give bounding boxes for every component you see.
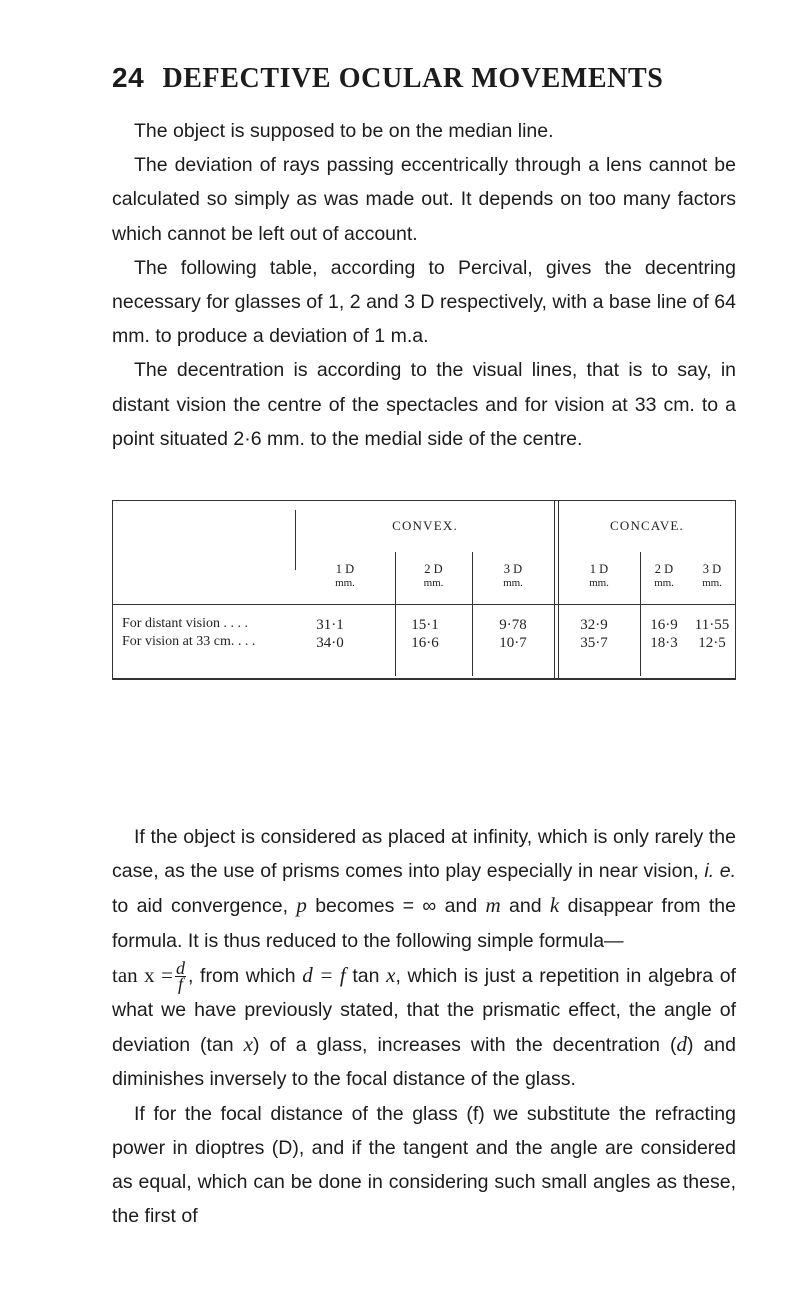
text-run: , which is just a repetition in algebra of what we have previously stated, that the prismatic effect, the angle of deviation (tan	[112, 964, 736, 1057]
table-cell: 16·9	[650, 617, 678, 633]
group-header-concave: CONCAVE.	[609, 518, 684, 533]
table-bottom-rule	[112, 678, 736, 680]
formula-lhs: tan x =	[112, 962, 173, 987]
text-block-bottom	[112, 820, 736, 1233]
text-run: and	[500, 895, 550, 918]
text-run: disappear from the formula. It is thus reduced to the following simple formula—	[112, 895, 736, 952]
decentration-table	[112, 500, 736, 680]
column-power: 1 D	[335, 562, 355, 576]
column-header	[295, 562, 395, 590]
paragraph: The object is supposed to be on the median line.	[134, 120, 554, 142]
table-cell: 35·7	[580, 635, 608, 651]
table-cell: 9·78	[499, 617, 527, 633]
text-run: becomes = ∞ and	[306, 895, 486, 918]
page-number: 24	[112, 62, 145, 93]
column-header	[472, 562, 554, 590]
column-header	[395, 562, 472, 590]
column-power: 1 D	[589, 562, 609, 576]
math-var: m	[485, 893, 501, 918]
paragraph: The deviation of rays passing eccentrically through a lens cannot be calculated so simply as was made out. It depends on too many factors which cannot be left out of account.	[112, 154, 736, 245]
column-unit: mm.	[702, 577, 722, 589]
math-var: p	[296, 893, 307, 918]
table-cell: 16·6	[411, 635, 439, 651]
table-cell: 34·0	[316, 635, 344, 651]
column-header	[688, 562, 736, 590]
text-block-top	[112, 114, 736, 456]
text-run: ) and diminishes inversely to the focal distance of the glass.	[112, 1034, 737, 1091]
fraction-denominator: f	[177, 974, 183, 995]
table-left-rule	[112, 500, 113, 680]
table-cell: 31·1	[316, 617, 344, 633]
column-unit: mm.	[503, 577, 523, 589]
text-run: i. e.	[704, 860, 737, 883]
table-cell: 15·1	[411, 617, 439, 633]
text-run: , from which	[187, 964, 303, 987]
row-label: For distant vision . . . .	[122, 616, 249, 631]
text-run: tan	[345, 964, 387, 987]
row-label: For vision at 33 cm. . . .	[122, 634, 256, 649]
column-power: 2 D	[654, 562, 674, 576]
math-var: d	[676, 1032, 687, 1057]
math-expr: d = f	[302, 962, 346, 987]
paragraph: The following table, according to Percival, gives the decentring necessary for glasses of 1, 2 and 3 D respectively, with a base line of 64 mm. to produce a deviation of 1 m.a.	[112, 256, 736, 348]
table-top-rule	[112, 500, 736, 501]
table-cell: 18·3	[650, 635, 678, 651]
column-power: 3 D	[503, 562, 523, 576]
table-cell: 11·55	[694, 617, 730, 633]
text-run: ) of a glass, increases with the decentration (	[252, 1034, 677, 1057]
text-run: If the object is considered as placed at infinity, which is only rarely the case, as the use of prisms comes into play especially in near vision,	[112, 826, 736, 883]
column-header	[558, 562, 640, 590]
table-mid-rule	[112, 604, 736, 605]
table-cell: 32·9	[580, 617, 608, 633]
table-cell: 10·7	[499, 635, 527, 651]
group-header-convex: CONVEX.	[392, 518, 458, 533]
column-unit: mm.	[589, 577, 609, 589]
math-var: x	[386, 962, 396, 987]
table-cell: 12·5	[698, 635, 726, 651]
formula-paragraph	[112, 958, 736, 1097]
math-var: x	[243, 1032, 253, 1057]
column-power: 2 D	[424, 562, 443, 576]
formula-fraction	[175, 958, 186, 995]
fraction-numerator: d	[175, 958, 185, 979]
column-header	[640, 562, 688, 590]
column-unit: mm.	[654, 577, 674, 589]
column-unit: mm.	[335, 577, 355, 589]
running-title: DEFECTIVE OCULAR MOVEMENTS	[162, 63, 664, 94]
running-header	[112, 62, 663, 95]
text-run: to aid convergence,	[112, 895, 297, 918]
column-power: 3 D	[702, 562, 722, 576]
paragraph: If for the focal distance of the glass (f) we substitute the refracting power in dioptres (D), and if the tangent and the angle are considered as equal, which can be done in considering such small angles as these, the first of	[112, 1102, 736, 1228]
paragraph: The decentration is according to the visual lines, that is to say, in distant vision the centre of the spectacles and for vision at 33 cm. to a point situated 2·6 mm. to the medial side of the centre.	[112, 359, 736, 450]
paragraph	[112, 820, 736, 958]
column-unit: mm.	[423, 577, 444, 589]
math-var: k	[549, 893, 560, 918]
